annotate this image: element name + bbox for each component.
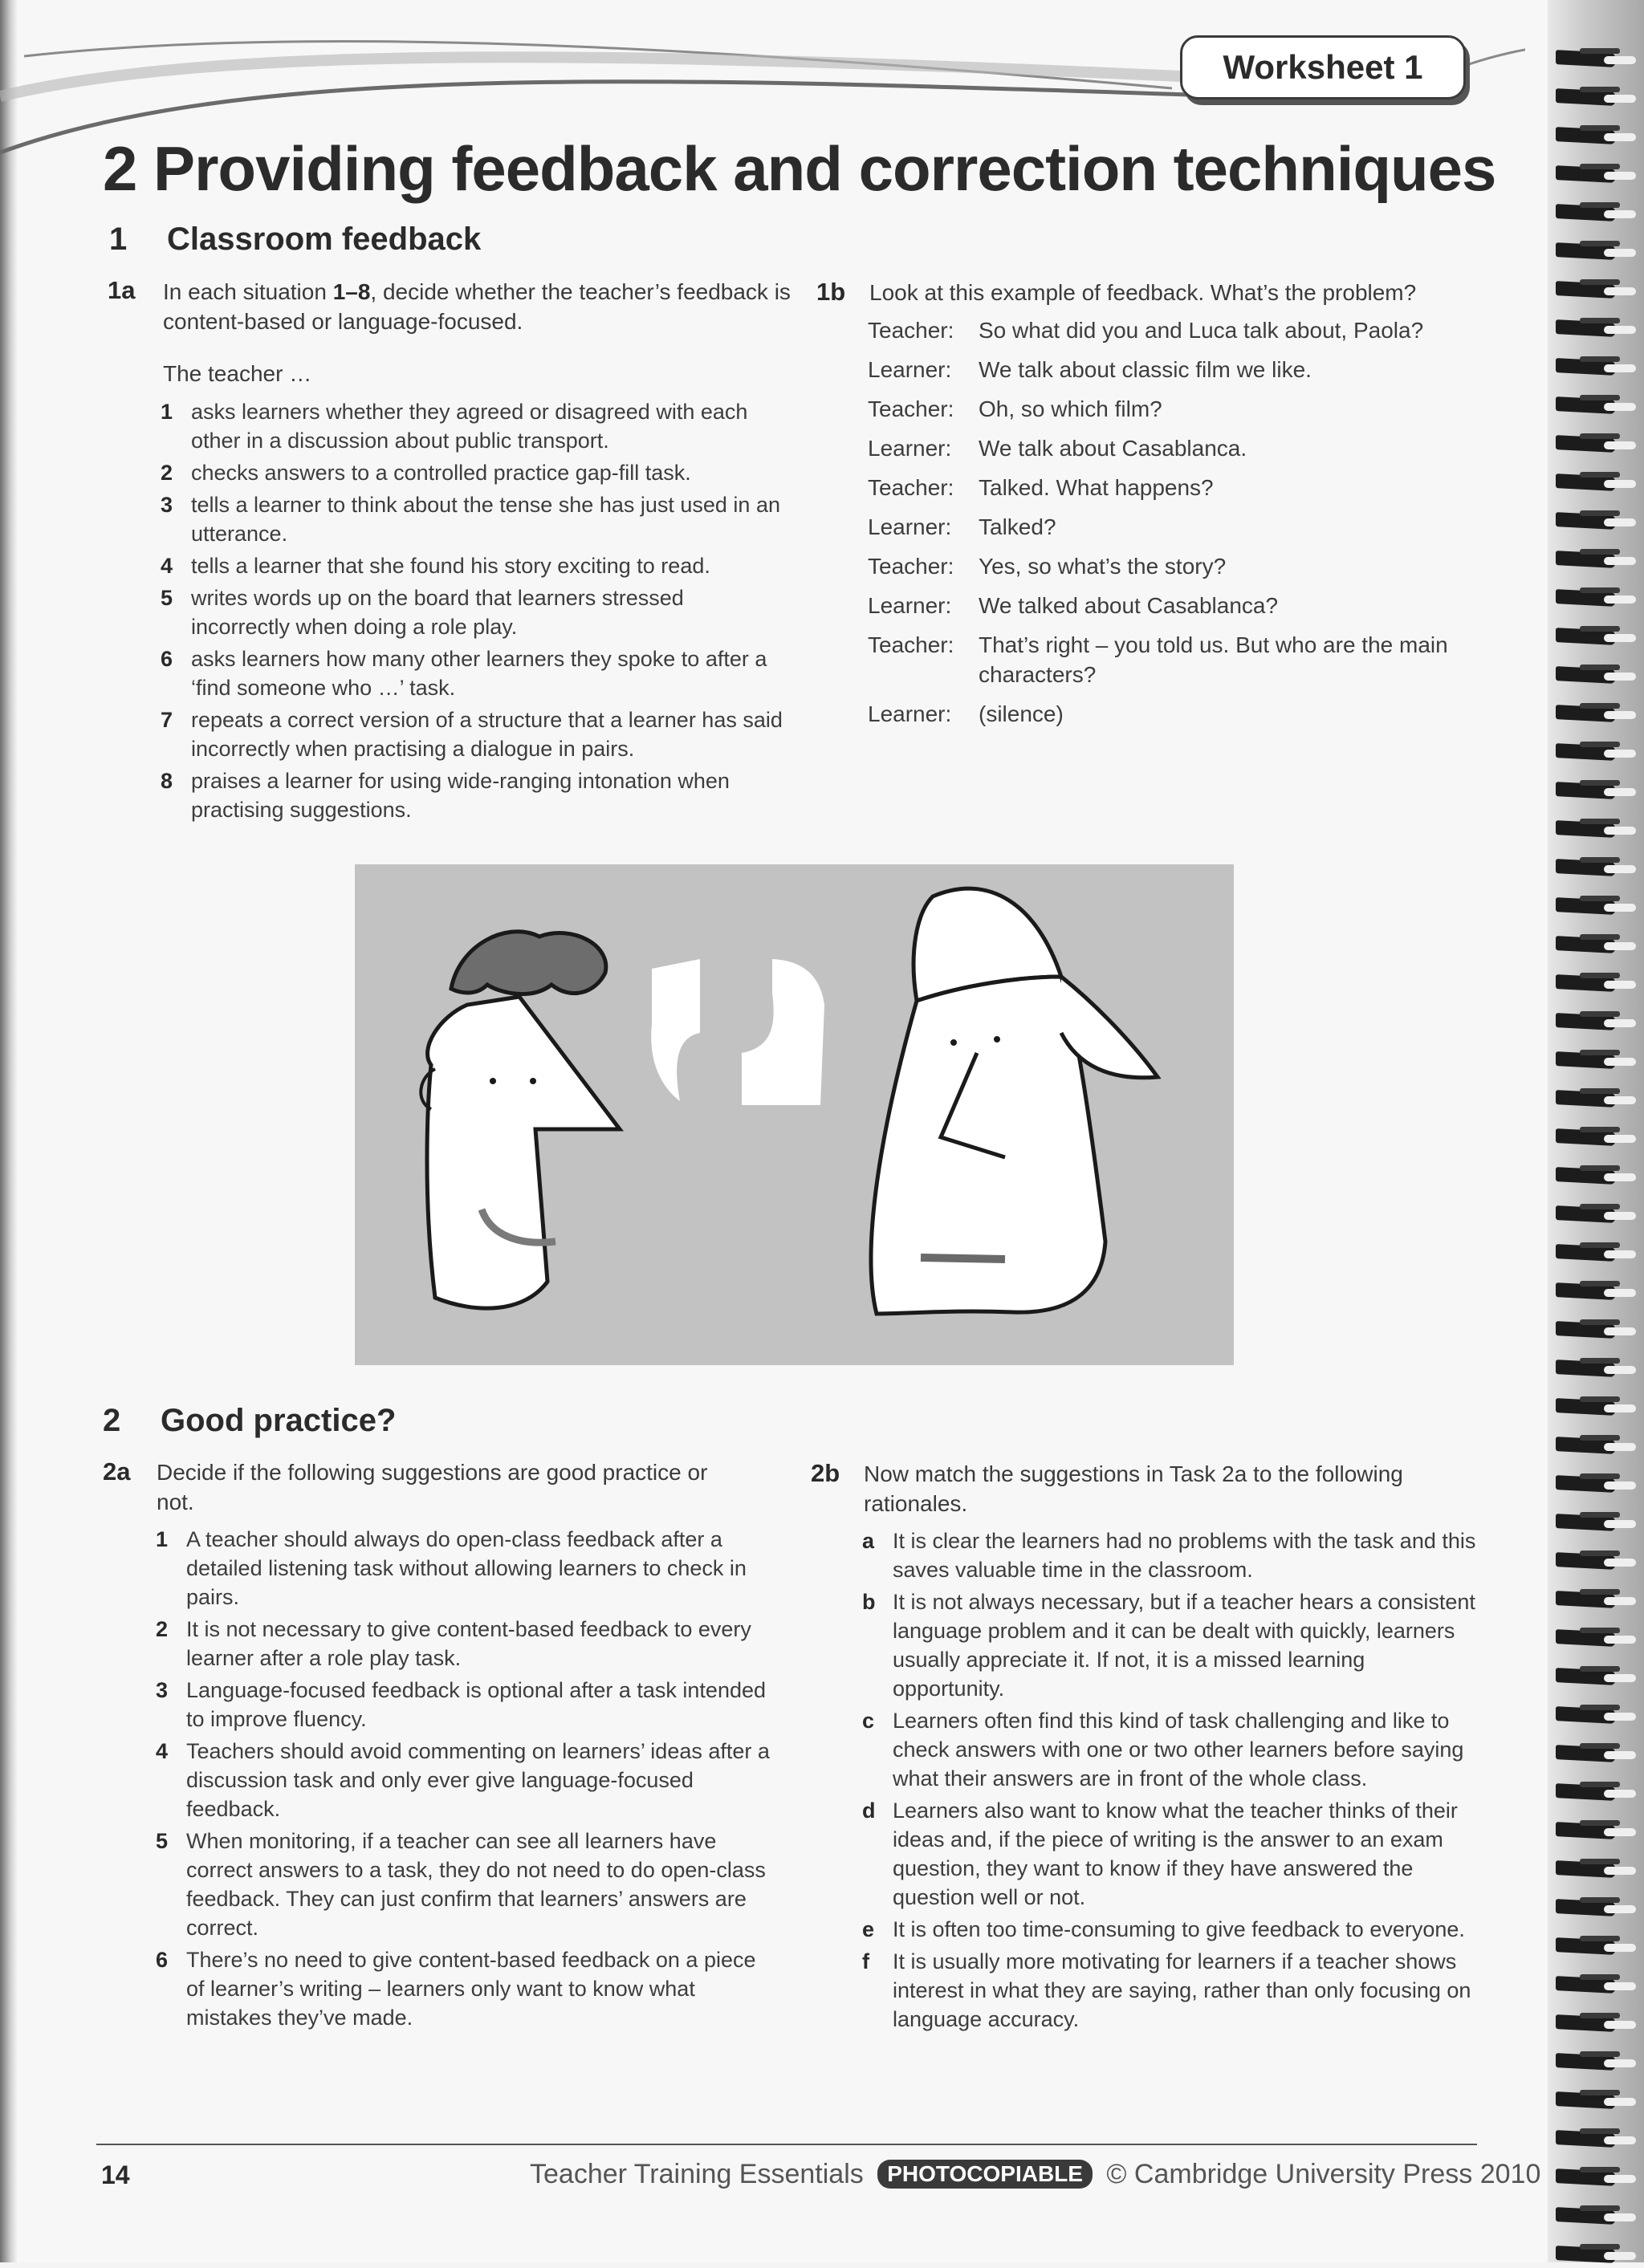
speaker: Teacher: xyxy=(868,554,954,579)
list-item xyxy=(862,1587,1480,1703)
item-number: 3 xyxy=(156,1678,169,1702)
binding-coil xyxy=(1556,1820,1644,1844)
binding-coil xyxy=(1556,1974,1644,1998)
binding-coil xyxy=(1556,1358,1644,1382)
item-number: 5 xyxy=(156,1829,169,1853)
item-number: 5 xyxy=(161,586,173,610)
binding-coil xyxy=(1556,626,1644,650)
left-face-hair xyxy=(451,932,606,994)
binding-coil xyxy=(1556,2128,1644,2152)
dialogue-line xyxy=(868,630,1478,689)
binding-coil xyxy=(1556,1281,1644,1305)
binding-coil xyxy=(1556,1628,1644,1652)
item-number: 6 xyxy=(156,1948,169,1972)
utterance: Talked? xyxy=(979,514,1056,539)
binding-coil xyxy=(1556,665,1644,689)
section-1-number: 1 xyxy=(109,222,128,257)
binding-coil xyxy=(1556,1319,1644,1343)
binding-coil xyxy=(1556,1088,1644,1112)
binding-coil xyxy=(1556,510,1644,534)
binding-coil xyxy=(1556,1435,1644,1459)
item-number: 1 xyxy=(161,400,173,424)
left-quote-mark xyxy=(651,959,700,1101)
page-number: 14 xyxy=(101,2160,130,2189)
task-2a-label: 2a xyxy=(103,1457,131,1486)
footer-rule xyxy=(96,2144,1477,2145)
item-number: c xyxy=(862,1709,875,1733)
binding-coil xyxy=(1556,780,1644,804)
item-number: 6 xyxy=(161,647,173,671)
binding-coil xyxy=(1556,2205,1644,2229)
item-number: b xyxy=(862,1590,876,1614)
dialogue-line xyxy=(868,512,1478,542)
item-number: e xyxy=(862,1917,875,1941)
binding-coil xyxy=(1556,587,1644,612)
binding-coil xyxy=(1556,1050,1644,1074)
binding-coil xyxy=(1556,2013,1644,2037)
utterance: Oh, so which film? xyxy=(979,396,1162,421)
item-number: 4 xyxy=(156,1739,169,1763)
item-text: Learners often find this kind of task challenging and like to check answers with one or two other learners before saying what their answers are in front of the whole class. xyxy=(893,1709,1464,1790)
photocopiable-badge: PHOTOCOPIABLE xyxy=(877,2160,1093,2189)
binding-coil xyxy=(1556,703,1644,727)
item-text: It is not always necessary, but if a teacher hears a consistent language problem and it can be dealt with quickly, learners usually appreciate it. If not, it is a missed learning opportunity. xyxy=(893,1590,1475,1701)
speaker: Teacher: xyxy=(868,632,954,657)
utterance: Talked. What happens? xyxy=(979,475,1214,500)
item-text: Learners also want to know what the teacher thinks of their ideas and, if the piece of writing is the answer to an exam question, they want to know if they have answered the question well or not. xyxy=(893,1799,1458,1909)
binding-coil xyxy=(1556,279,1644,303)
item-text: repeats a correct version of a structure that a learner has said incorrectly when practising a dialogue in pairs. xyxy=(191,708,783,761)
item-text: It is usually more motivating for learners if a teacher shows interest in what they are saying, rather than only focusing on language accuracy. xyxy=(893,1949,1471,2031)
binding-coil xyxy=(1556,2244,1644,2268)
task-2a-list xyxy=(156,1525,774,2035)
item-text: There’s no need to give content-based feedback on a piece of learner’s writing – learners only want to know what mistakes they’ve made. xyxy=(186,1948,756,2030)
page-edge-shadow xyxy=(0,0,18,2262)
footer-credit xyxy=(530,2159,1540,2190)
item-text: A teacher should always do open-class feedback after a detailed listening task without allowing learners to check in pairs. xyxy=(186,1527,747,1609)
binding-coil xyxy=(1556,819,1644,843)
binding-coil xyxy=(1556,2051,1644,2075)
task-1a-list xyxy=(161,397,787,827)
section-1-title: Classroom feedback xyxy=(167,222,482,257)
binding-coil xyxy=(1556,2090,1644,2114)
dialogue-line xyxy=(868,315,1478,345)
binding-coil xyxy=(1556,896,1644,920)
binding-coil xyxy=(1556,164,1644,188)
binding-coil xyxy=(1556,1705,1644,1729)
binding-coil xyxy=(1556,1782,1644,1806)
binding-coil xyxy=(1556,125,1644,149)
task-1a-label: 1a xyxy=(108,276,136,304)
item-text: tells a learner to think about the tense she has just used in an utterance. xyxy=(191,493,780,546)
item-number: f xyxy=(862,1949,869,1973)
task-1b-label: 1b xyxy=(816,278,846,306)
dialogue-line xyxy=(868,355,1478,384)
task-2b-instruction: Now match the suggestions in Task 2a to the following rationales. xyxy=(864,1461,1403,1516)
list-item xyxy=(156,1676,774,1734)
list-item xyxy=(161,766,787,824)
dialogue-line xyxy=(868,394,1478,424)
section-2-heading xyxy=(103,1403,396,1439)
utterance: (silence) xyxy=(979,701,1064,726)
speaker: Teacher: xyxy=(868,318,954,343)
binding-coil xyxy=(1556,1165,1644,1189)
binding-coil xyxy=(1556,1242,1644,1266)
binding-coil xyxy=(1556,87,1644,111)
item-number: 1 xyxy=(156,1527,169,1551)
task-2a-instruction: Decide if the following suggestions are good practice or not. xyxy=(157,1460,708,1514)
list-item xyxy=(161,551,787,580)
list-item xyxy=(161,583,787,641)
item-text: Teachers should avoid commenting on learners’ ideas after a discussion task and only ever give language-focused feedback. xyxy=(186,1739,770,1821)
section-1-heading xyxy=(109,222,481,258)
list-item xyxy=(156,1827,774,1942)
binding-coil xyxy=(1556,1743,1644,1767)
binding-coil xyxy=(1556,973,1644,997)
list-item xyxy=(161,705,787,763)
item-number: 2 xyxy=(161,461,173,485)
utterance: We talk about classic film we like. xyxy=(979,357,1312,382)
utterance: We talk about Casablanca. xyxy=(979,436,1247,461)
binding-coil xyxy=(1556,2167,1644,2191)
item-number: 4 xyxy=(161,554,173,578)
binding-coil xyxy=(1556,549,1644,573)
dialogue-line xyxy=(868,433,1478,463)
binding-coil xyxy=(1556,1396,1644,1421)
list-item xyxy=(156,1737,774,1823)
item-text: asks learners how many other learners they spoke to after a ‘find someone who …’ task. xyxy=(191,647,767,700)
task-1b-dialogue xyxy=(868,315,1478,738)
section-2-number: 2 xyxy=(103,1403,121,1438)
item-text: When monitoring, if a teacher can see all learners have correct answers to a task, they do not need to do open-class feedback. They can just confirm that learners’ answers are correct. xyxy=(186,1829,766,1940)
binding-coil xyxy=(1556,1589,1644,1613)
item-number: a xyxy=(862,1529,875,1553)
list-item xyxy=(862,1706,1480,1793)
binding-coil xyxy=(1556,202,1644,226)
binding-coil xyxy=(1556,241,1644,265)
page-title: 2 Providing feedback and correction techniques xyxy=(103,133,1496,204)
binding-coil xyxy=(1556,857,1644,881)
task-1a-instruction: In each situation 1–8, decide whether the teacher’s feedback is content-based or language-focused. xyxy=(163,279,791,334)
binding-coil xyxy=(1556,472,1644,496)
binding-coil xyxy=(1556,48,1644,72)
binding-coil xyxy=(1556,1859,1644,1883)
list-item xyxy=(161,644,787,702)
speaker: Learner: xyxy=(868,514,952,539)
utterance: That’s right – you told us. But who are the main characters? xyxy=(979,632,1448,687)
speaker: Teacher: xyxy=(868,475,954,500)
utterance: Yes, so what’s the story? xyxy=(979,554,1227,579)
dialogue-line xyxy=(868,551,1478,581)
item-text: tells a learner that she found his story exciting to read. xyxy=(191,554,710,578)
speaker: Teacher: xyxy=(868,396,954,421)
worksheet-label: Worksheet 1 xyxy=(1223,48,1423,86)
speaker: Learner: xyxy=(868,593,952,618)
item-number: d xyxy=(862,1799,876,1823)
utterance: So what did you and Luca talk about, Paola? xyxy=(979,318,1424,343)
item-text: It is clear the learners had no problems with the task and this saves valuable time in the classroom. xyxy=(893,1529,1476,1582)
list-item xyxy=(862,1915,1480,1944)
binding-coil xyxy=(1556,433,1644,457)
list-item xyxy=(862,1796,1480,1912)
binding-coil xyxy=(1556,1204,1644,1228)
list-item xyxy=(862,1526,1480,1584)
spiral-binding xyxy=(1548,0,1644,2262)
binding-coil xyxy=(1556,1936,1644,1960)
list-item xyxy=(156,1615,774,1673)
binding-coil xyxy=(1556,934,1644,958)
list-item xyxy=(161,397,787,455)
left-face-outline xyxy=(427,997,620,1308)
utterance: We talked about Casablanca? xyxy=(979,593,1279,618)
dialogue-line xyxy=(868,699,1478,729)
speaker: Learner: xyxy=(868,436,952,461)
binding-coil xyxy=(1556,395,1644,419)
copyright: © Cambridge University Press 2010 xyxy=(1106,2159,1541,2189)
binding-coil xyxy=(1556,1473,1644,1498)
item-text: Language-focused feedback is optional after a task intended to improve fluency. xyxy=(186,1678,767,1731)
binding-coil xyxy=(1556,1666,1644,1690)
worksheet-tab xyxy=(1180,35,1466,100)
binding-coil xyxy=(1556,356,1644,380)
book-title: Teacher Training Essentials xyxy=(530,2159,864,2189)
item-text: checks answers to a controlled practice gap-fill task. xyxy=(191,461,691,485)
two-faces-speech-marks-illustration xyxy=(355,864,1234,1365)
item-number: 7 xyxy=(161,708,173,732)
binding-coil xyxy=(1556,742,1644,766)
item-text: writes words up on the board that learners stressed incorrectly when doing a role play. xyxy=(191,586,684,639)
item-text: It is often too time-consuming to give feedback to everyone. xyxy=(893,1917,1465,1941)
task-1a-lead: The teacher … xyxy=(163,361,312,386)
right-face-mouth xyxy=(921,1258,1005,1259)
speaker: Learner: xyxy=(868,701,952,726)
item-text: It is not necessary to give content-based feedback to every learner after a role play task. xyxy=(186,1617,751,1670)
binding-coil xyxy=(1556,318,1644,342)
binding-coil xyxy=(1556,1011,1644,1035)
dialogue-line xyxy=(868,473,1478,502)
list-item xyxy=(161,490,787,548)
item-text: asks learners whether they agreed or disagreed with each other in a discussion about public transport. xyxy=(191,400,748,453)
task-2b-label: 2b xyxy=(811,1459,840,1487)
item-number: 3 xyxy=(161,493,173,517)
binding-coil xyxy=(1556,1897,1644,1921)
list-item xyxy=(156,1525,774,1612)
dialogue-line xyxy=(868,591,1478,620)
item-number: 8 xyxy=(161,769,173,793)
item-number: 2 xyxy=(156,1617,169,1641)
item-text: praises a learner for using wide-ranging intonation when practising suggestions. xyxy=(191,769,730,822)
task-1b-instruction: Look at this example of feedback. What’s the problem? xyxy=(869,280,1417,305)
binding-coil xyxy=(1556,1551,1644,1575)
list-item xyxy=(862,1947,1480,2034)
section-2-title: Good practice? xyxy=(161,1403,397,1438)
list-item xyxy=(156,1945,774,2032)
binding-coil xyxy=(1556,1512,1644,1536)
binding-coil xyxy=(1556,1127,1644,1151)
list-item xyxy=(161,458,787,487)
right-quote-mark xyxy=(742,959,824,1105)
speaker: Learner: xyxy=(868,357,952,382)
task-2b-list xyxy=(862,1526,1480,2037)
